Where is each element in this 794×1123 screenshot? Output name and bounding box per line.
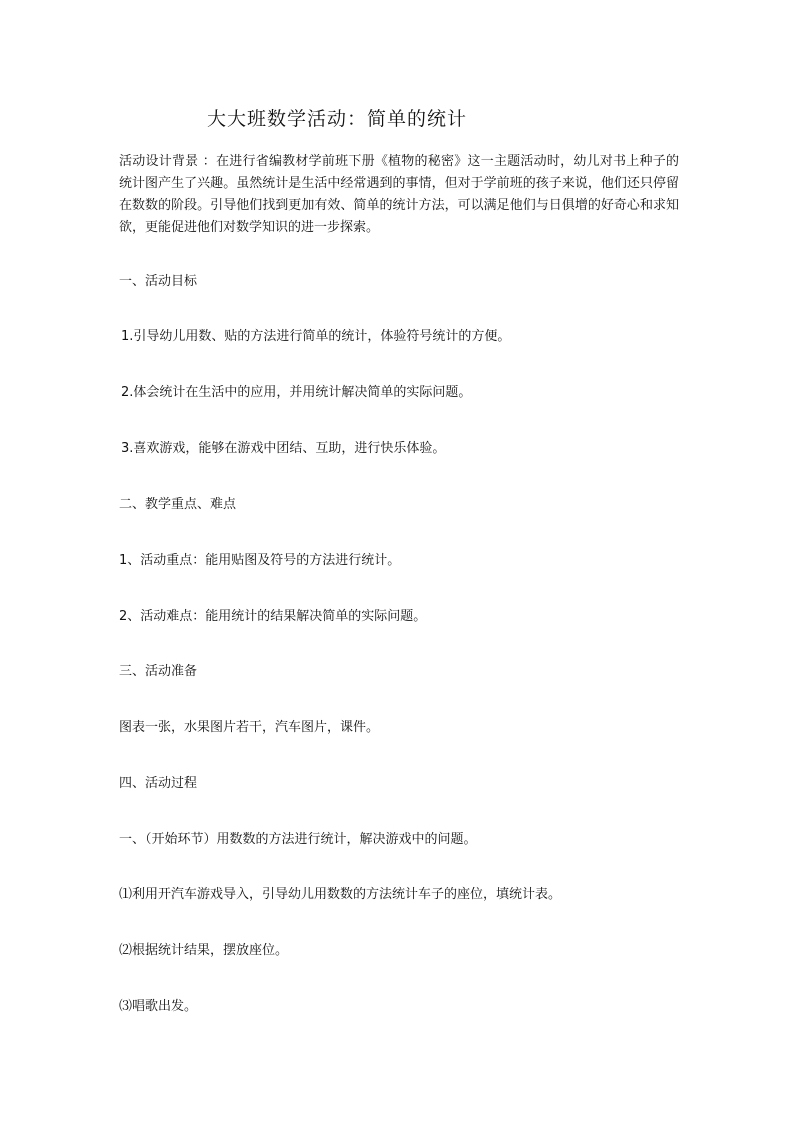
goal-item-2: 2.体会统计在生活中的应用，并用统计解决简单的实际问题。 bbox=[121, 385, 472, 400]
page-title: 大大班数学活动：简单的统计 bbox=[207, 108, 468, 130]
process-sub-item-2: ⑵根据统计结果，摆放座位。 bbox=[119, 943, 289, 958]
activity-background: 活动设计背景 ：在进行省编教材学前班下册《植物的秘密》这一主题活动时，幼儿对书上种子的统计图产生了兴趣。虽然统计是生活中经常遇到的事情，但对于学前班的孩子来说，他们还只停留在数数的阶段。引导他们找到更加有效、简单的统计方法，可以满足他们与日俱增的好奇心和求知欲，更能促进他们对数学知识的进一步探索。 bbox=[119, 154, 679, 235]
goal-item-3: 3.喜欢游戏，能够在游戏中团结、互助，进行快乐体验。 bbox=[121, 441, 446, 456]
process-heading: 四、活动过程 bbox=[119, 776, 198, 791]
preparation-items: 图表一张，水果图片若干，汽车图片，课件。 bbox=[119, 720, 380, 735]
process-sub-item-3: ⑶唱歌出发。 bbox=[119, 999, 198, 1014]
process-step-1: 一、（开始环节）用数数的方法进行统计，解决游戏中的问题。 bbox=[119, 832, 477, 847]
difficulty-item: 2、活动难点：能用统计的结果解决简单的实际问题。 bbox=[119, 609, 427, 624]
preparation-heading: 三、活动准备 bbox=[119, 664, 198, 679]
key-point-item: 1、活动重点：能用贴图及符号的方法进行统计。 bbox=[119, 553, 401, 568]
key-points-heading: 二、教学重点、难点 bbox=[119, 497, 237, 512]
goals-heading: 一、活动目标 bbox=[119, 274, 198, 289]
goal-item-1: 1.引导幼儿用数、贴的方法进行简单的统计，体验符号统计的方便。 bbox=[121, 329, 511, 344]
process-sub-item-1: ⑴利用开汽车游戏导入，引导幼儿用数数的方法统计车子的座位，填统计表。 bbox=[119, 887, 562, 902]
